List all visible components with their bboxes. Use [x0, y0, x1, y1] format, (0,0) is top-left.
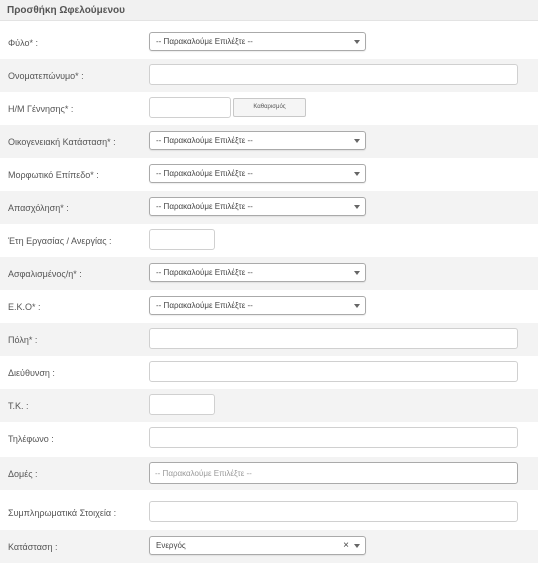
row-education-level — [0, 158, 538, 191]
chevron-down-icon — [354, 304, 360, 308]
row-birth-date — [0, 92, 538, 125]
city-input[interactable] — [149, 328, 518, 349]
structures-label: Δομές : — [8, 469, 38, 479]
birth-date-label: Η/Μ Γέννησης* : — [8, 104, 74, 114]
row-employment — [0, 191, 538, 224]
employment-select-value: -- Παρακαλούμε Επιλέξτε -- — [156, 202, 253, 211]
phone-label: Τηλέφωνο : — [8, 434, 54, 444]
structures-placeholder: -- Παρακαλούμε Επιλέξτε -- — [155, 469, 252, 478]
employment-select[interactable] — [149, 197, 366, 216]
form-title: Προσθήκη Ωφελούμενου — [7, 5, 125, 16]
full-name-input[interactable] — [149, 64, 518, 85]
chevron-down-icon — [354, 205, 360, 209]
row-address — [0, 356, 538, 389]
chevron-down-icon — [354, 544, 360, 548]
row-marital-status — [0, 125, 538, 158]
gender-select-value: -- Παρακαλούμε Επιλέξτε -- — [156, 37, 253, 46]
insured-label: Ασφαλισμένος/η* : — [8, 269, 82, 279]
insured-select-value: -- Παρακαλούμε Επιλέξτε -- — [156, 268, 253, 277]
chevron-down-icon — [354, 139, 360, 143]
row-years-work — [0, 224, 538, 257]
marital-status-label: Οικογενειακή Κατάσταση* : — [8, 137, 116, 147]
row-eko — [0, 290, 538, 323]
row-status — [0, 530, 538, 563]
birth-date-input[interactable] — [149, 97, 231, 118]
insured-select[interactable] — [149, 263, 366, 282]
row-postal-code — [0, 389, 538, 422]
postal-code-label: Τ.Κ. : — [8, 401, 29, 411]
address-input[interactable] — [149, 361, 518, 382]
education-level-label: Μορφωτικό Επίπεδο* : — [8, 170, 99, 180]
structures-multiselect[interactable] — [149, 462, 518, 484]
marital-status-select-value: -- Παρακαλούμε Επιλέξτε -- — [156, 136, 253, 145]
form-header — [0, 0, 538, 21]
row-city — [0, 323, 538, 356]
city-label: Πόλη* : — [8, 335, 38, 345]
row-structures — [0, 457, 538, 490]
close-icon[interactable]: × — [343, 540, 349, 551]
chevron-down-icon — [354, 271, 360, 275]
row-gender — [0, 26, 538, 59]
employment-label: Απασχόληση* : — [8, 203, 69, 213]
chevron-down-icon — [354, 40, 360, 44]
marital-status-select[interactable] — [149, 131, 366, 150]
row-insured — [0, 257, 538, 290]
status-select-value: Ενεργός — [156, 541, 186, 550]
postal-code-input[interactable] — [149, 394, 215, 415]
status-label: Κατάσταση : — [8, 542, 58, 552]
eko-select-value: -- Παρακαλούμε Επιλέξτε -- — [156, 301, 253, 310]
education-level-select-value: -- Παρακαλούμε Επιλέξτε -- — [156, 169, 253, 178]
clear-date-button[interactable]: Καθαρισμός — [233, 98, 306, 117]
eko-label: Ε.Κ.Ο* : — [8, 302, 41, 312]
eko-select[interactable] — [149, 296, 366, 315]
additional-info-input[interactable] — [149, 501, 518, 522]
years-work-input[interactable] — [149, 229, 215, 250]
address-label: Διεύθυνση : — [8, 368, 55, 378]
years-work-label: Έτη Εργασίας / Ανεργίας : — [8, 236, 112, 246]
full-name-label: Ονοματεπώνυμο* : — [8, 71, 84, 81]
status-select[interactable] — [149, 536, 366, 555]
phone-input[interactable] — [149, 427, 518, 448]
chevron-down-icon — [354, 172, 360, 176]
gender-select[interactable] — [149, 32, 366, 51]
row-phone — [0, 422, 538, 455]
row-full-name — [0, 59, 538, 92]
additional-info-label: Συμπληρωματικά Στοιχεία : — [8, 508, 117, 518]
gender-label: Φύλο* : — [8, 38, 38, 48]
row-additional-info — [0, 496, 538, 529]
education-level-select[interactable] — [149, 164, 366, 183]
